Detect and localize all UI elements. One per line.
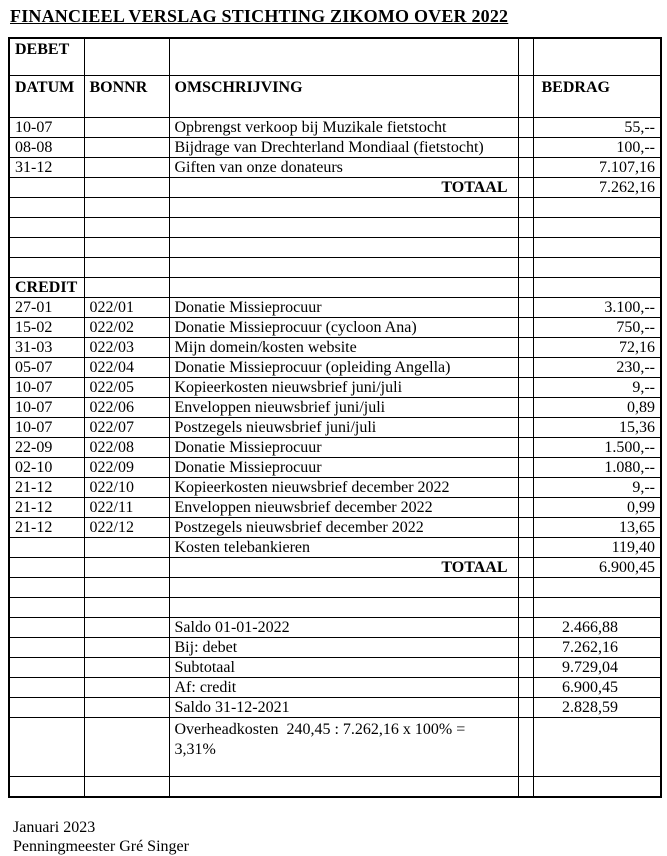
- col-header-datum: DATUM: [9, 76, 84, 118]
- cell-datum: 31-12: [9, 158, 84, 178]
- cell-datum: [9, 558, 84, 578]
- cell-datum: 21-12: [9, 498, 84, 518]
- cell-gap: [518, 718, 533, 777]
- cell-gap: [518, 498, 533, 518]
- cell-gap: [518, 278, 533, 298]
- table-row: [9, 578, 661, 598]
- cell-bedrag: 1.500,--: [533, 438, 661, 458]
- cell-bonnr: [84, 538, 169, 558]
- cell-bonnr: [84, 178, 169, 198]
- cell-oms: Kopieerkosten nieuwsbrief juni/juli: [169, 378, 518, 398]
- footer-date: Januari 2023: [13, 819, 96, 836]
- cell-bonnr: 022/11: [84, 498, 169, 518]
- cell-bedrag: [533, 578, 661, 598]
- cell-bonnr: [84, 158, 169, 178]
- cell-oms: [169, 718, 518, 777]
- cell-datum: 05-07: [9, 358, 84, 378]
- cell-datum: [9, 578, 84, 598]
- note-line-2: 3,31%: [174, 741, 216, 758]
- table-row: [9, 218, 661, 238]
- table-row: [9, 158, 661, 178]
- cell-bedrag: 9,--: [533, 378, 661, 398]
- cell-datum: [9, 678, 84, 698]
- cell-oms: [169, 238, 518, 258]
- cell-gap: [518, 777, 533, 798]
- cell-bonnr: [84, 218, 169, 238]
- cell-datum: 10-07: [9, 378, 84, 398]
- cell-oms: [169, 578, 518, 598]
- cell-datum: [9, 777, 84, 798]
- cell-bonnr: [84, 138, 169, 158]
- cell-oms: [169, 598, 518, 618]
- col-header-bonnr: BONNR: [84, 76, 169, 118]
- cell-bedrag: 9,--: [533, 478, 661, 498]
- cell-bonnr: [84, 558, 169, 578]
- table-row: [9, 658, 661, 678]
- table-row: [9, 458, 661, 478]
- table-row: [9, 238, 661, 258]
- cell-gap: [518, 298, 533, 318]
- cell-bedrag: 1.080,--: [533, 458, 661, 478]
- cell-bedrag: 100,--: [533, 138, 661, 158]
- cell-oms: [169, 278, 518, 298]
- cell-oms: TOTAAL: [169, 178, 518, 198]
- cell-bonnr: [84, 598, 169, 618]
- table-row: [9, 338, 661, 358]
- cell-bedrag: [533, 238, 661, 258]
- cell-gap: [518, 178, 533, 198]
- cell-oms: Opbrengst verkoop bij Muzikale fietstocht: [169, 118, 518, 138]
- cell-bonnr: 022/01: [84, 298, 169, 318]
- cell-datum: 22-09: [9, 438, 84, 458]
- cell-bedrag: 7.107,16: [533, 158, 661, 178]
- cell-bedrag: 7.262,16: [533, 178, 661, 198]
- cell-gap: [518, 658, 533, 678]
- cell-oms: Giften van onze donateurs: [169, 158, 518, 178]
- cell-bonnr: [84, 698, 169, 718]
- cell-gap: [518, 678, 533, 698]
- cell-bonnr: 022/10: [84, 478, 169, 498]
- cell-bedrag: [533, 278, 661, 298]
- cell-oms: [169, 198, 518, 218]
- cell-gap: [518, 238, 533, 258]
- cell-datum: [9, 238, 84, 258]
- cell-bonnr: [84, 718, 169, 777]
- cell-datum: 31-03: [9, 338, 84, 358]
- table-row: [9, 318, 661, 338]
- col-header-gap: [518, 76, 533, 118]
- table-row: [9, 618, 661, 638]
- cell-oms: Saldo 31-12-2021: [169, 698, 518, 718]
- empty-cell: [518, 38, 533, 76]
- cell-gap: [518, 158, 533, 178]
- col-header-omschrijving: OMSCHRIJVING: [169, 76, 518, 118]
- cell-bedrag: 2.466,88: [533, 618, 661, 638]
- table-row: [9, 538, 661, 558]
- footer-signature: Penningmeester Gré Singer: [13, 838, 189, 855]
- cell-datum: [9, 658, 84, 678]
- cell-bonnr: 022/05: [84, 378, 169, 398]
- cell-bonnr: [84, 678, 169, 698]
- cell-datum: 08-08: [9, 138, 84, 158]
- cell-oms: Donatie Missieprocuur (cycloon Ana): [169, 318, 518, 338]
- cell-bedrag: 750,--: [533, 318, 661, 338]
- cell-oms: Subtotaal: [169, 658, 518, 678]
- debet-section-label: DEBET: [9, 38, 84, 76]
- cell-oms: [169, 777, 518, 798]
- cell-oms: Donatie Missieprocuur: [169, 458, 518, 478]
- cell-oms: Bij: debet: [169, 638, 518, 658]
- cell-datum: 02-10: [9, 458, 84, 478]
- cell-gap: [518, 138, 533, 158]
- cell-gap: [518, 558, 533, 578]
- cell-bedrag: 72,16: [533, 338, 661, 358]
- col-header-bedrag: BEDRAG: [533, 76, 661, 118]
- cell-bedrag: 3.100,--: [533, 298, 661, 318]
- cell-datum: [9, 598, 84, 618]
- cell-datum: 10-07: [9, 118, 84, 138]
- cell-gap: [518, 318, 533, 338]
- cell-gap: [518, 518, 533, 538]
- cell-bedrag: 55,--: [533, 118, 661, 138]
- cell-bonnr: [84, 118, 169, 138]
- cell-bedrag: 2.828,59: [533, 698, 661, 718]
- table-row: [9, 198, 661, 218]
- table-row: [9, 638, 661, 658]
- cell-oms: Bijdrage van Drechterland Mondiaal (fietstocht): [169, 138, 518, 158]
- table-row: [9, 498, 661, 518]
- cell-oms: Postzegels nieuwsbrief december 2022: [169, 518, 518, 538]
- cell-gap: [518, 578, 533, 598]
- debet-section-row: [9, 38, 661, 76]
- cell-oms: [169, 258, 518, 278]
- cell-gap: [518, 458, 533, 478]
- cell-oms: Donatie Missieprocuur: [169, 438, 518, 458]
- cell-gap: [518, 618, 533, 638]
- cell-oms: Af: credit: [169, 678, 518, 698]
- cell-bonnr: 022/06: [84, 398, 169, 418]
- cell-gap: [518, 598, 533, 618]
- cell-bedrag: 13,65: [533, 518, 661, 538]
- cell-datum: [9, 258, 84, 278]
- cell-gap: [518, 118, 533, 138]
- cell-bonnr: [84, 238, 169, 258]
- cell-bonnr: [84, 578, 169, 598]
- table-row: [9, 678, 661, 698]
- cell-bonnr: [84, 618, 169, 638]
- cell-datum: [9, 638, 84, 658]
- cell-datum: 10-07: [9, 418, 84, 438]
- table-row: [9, 378, 661, 398]
- cell-datum: 21-12: [9, 518, 84, 538]
- cell-datum: CREDIT: [9, 278, 84, 298]
- empty-cell: [84, 38, 169, 76]
- cell-bonnr: 022/03: [84, 338, 169, 358]
- cell-bonnr: [84, 258, 169, 278]
- note-line-1: Overheadkosten 240,45 : 7.262,16 x 100% =: [174, 721, 466, 738]
- empty-cell: [169, 38, 518, 76]
- column-header-row: [9, 76, 661, 118]
- cell-bedrag: 15,36: [533, 418, 661, 438]
- cell-gap: [518, 378, 533, 398]
- cell-oms: [169, 218, 518, 238]
- document-footer: [13, 818, 667, 856]
- table-row: [9, 298, 661, 318]
- cell-gap: [518, 418, 533, 438]
- cell-oms: Postzegels nieuwsbrief juni/juli: [169, 418, 518, 438]
- table-row: [9, 698, 661, 718]
- cell-bedrag: [533, 258, 661, 278]
- cell-bedrag: 119,40: [533, 538, 661, 558]
- cell-gap: [518, 698, 533, 718]
- cell-bonnr: 022/09: [84, 458, 169, 478]
- table-row: [9, 558, 661, 578]
- cell-bedrag: [533, 198, 661, 218]
- cell-datum: 10-07: [9, 398, 84, 418]
- cell-oms: Donatie Missieprocuur (opleiding Angella): [169, 358, 518, 378]
- table-row: [9, 718, 661, 777]
- cell-gap: [518, 398, 533, 418]
- cell-bedrag: [533, 218, 661, 238]
- table-row: [9, 258, 661, 278]
- cell-bonnr: [84, 658, 169, 678]
- table-row: [9, 478, 661, 498]
- cell-datum: [9, 218, 84, 238]
- cell-gap: [518, 638, 533, 658]
- cell-gap: [518, 358, 533, 378]
- table-row: [9, 777, 661, 798]
- cell-bonnr: [84, 278, 169, 298]
- cell-datum: [9, 698, 84, 718]
- cell-gap: [518, 478, 533, 498]
- document-page: [0, 6, 667, 855]
- cell-gap: [518, 218, 533, 238]
- cell-bonnr: [84, 198, 169, 218]
- cell-bonnr: 022/12: [84, 518, 169, 538]
- table-row: [9, 598, 661, 618]
- cell-bonnr: [84, 777, 169, 798]
- table-row: [9, 118, 661, 138]
- empty-cell: [533, 38, 661, 76]
- cell-gap: [518, 258, 533, 278]
- cell-bedrag: 6.900,45: [533, 558, 661, 578]
- table-row: [9, 178, 661, 198]
- cell-oms: TOTAAL: [169, 558, 518, 578]
- cell-datum: 15-02: [9, 318, 84, 338]
- cell-datum: [9, 178, 84, 198]
- cell-bedrag: [533, 718, 661, 777]
- cell-bedrag: [533, 598, 661, 618]
- table-row: [9, 358, 661, 378]
- cell-oms: Mijn domein/kosten website: [169, 338, 518, 358]
- cell-bedrag: 9.729,04: [533, 658, 661, 678]
- cell-oms: Kopieerkosten nieuwsbrief december 2022: [169, 478, 518, 498]
- cell-bonnr: 022/04: [84, 358, 169, 378]
- cell-bonnr: 022/07: [84, 418, 169, 438]
- table-row: [9, 278, 661, 298]
- cell-bedrag: 230,--: [533, 358, 661, 378]
- cell-bedrag: 0,99: [533, 498, 661, 518]
- document-title: FINANCIEEL VERSLAG STICHTING ZIKOMO OVER 2022: [10, 6, 509, 26]
- table-body: [9, 38, 661, 797]
- cell-bedrag: 0,89: [533, 398, 661, 418]
- cell-datum: [9, 538, 84, 558]
- financial-table: [8, 37, 662, 798]
- table-row: [9, 418, 661, 438]
- table-row: [9, 438, 661, 458]
- cell-datum: [9, 718, 84, 777]
- cell-gap: [518, 438, 533, 458]
- table-row: [9, 398, 661, 418]
- cell-gap: [518, 338, 533, 358]
- cell-oms: Saldo 01-01-2022: [169, 618, 518, 638]
- cell-datum: [9, 618, 84, 638]
- table-row: [9, 138, 661, 158]
- cell-datum: [9, 198, 84, 218]
- cell-bonnr: 022/08: [84, 438, 169, 458]
- cell-oms: Kosten telebankieren: [169, 538, 518, 558]
- cell-gap: [518, 198, 533, 218]
- cell-datum: 21-12: [9, 478, 84, 498]
- cell-oms: Donatie Missieprocuur: [169, 298, 518, 318]
- cell-bedrag: 7.262,16: [533, 638, 661, 658]
- cell-datum: 27-01: [9, 298, 84, 318]
- table-row: [9, 518, 661, 538]
- cell-bedrag: 6.900,45: [533, 678, 661, 698]
- cell-oms: Enveloppen nieuwsbrief juni/juli: [169, 398, 518, 418]
- cell-oms: Enveloppen nieuwsbrief december 2022: [169, 498, 518, 518]
- cell-bonnr: [84, 638, 169, 658]
- cell-gap: [518, 538, 533, 558]
- cell-bedrag: [533, 777, 661, 798]
- cell-bonnr: 022/02: [84, 318, 169, 338]
